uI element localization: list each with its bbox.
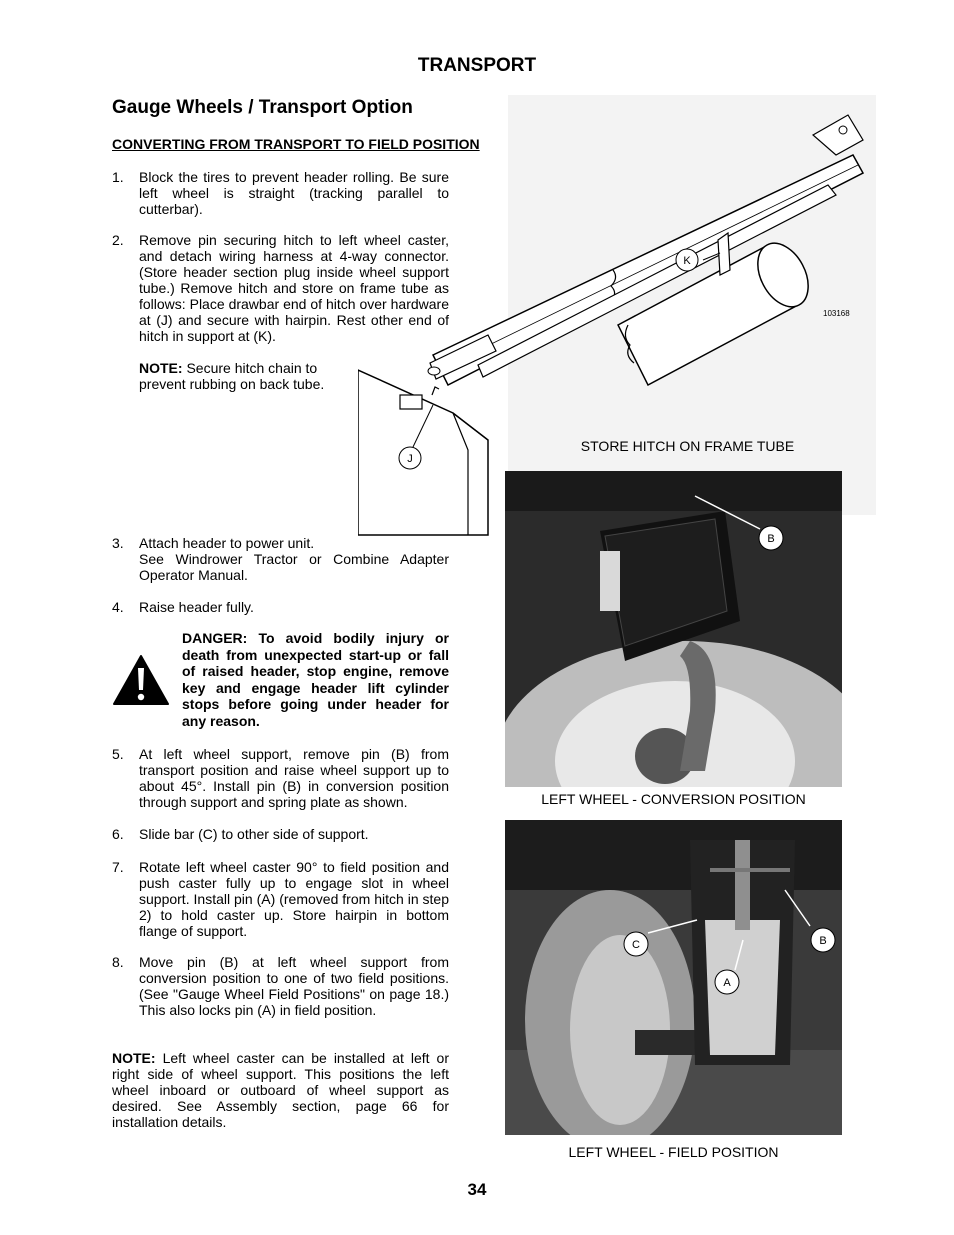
step-text: Block the tires to prevent header rolling. Be sure left wheel is straight (tracking parallel to cutterbar). <box>139 169 449 217</box>
figure-caption-conversion: LEFT WHEEL - CONVERSION POSITION <box>541 791 806 807</box>
subsection-title: CONVERTING FROM TRANSPORT TO FIELD POSITION <box>112 136 480 152</box>
note-label: NOTE: <box>112 1050 156 1066</box>
step-text: Raise header fully. <box>139 599 254 615</box>
field-photo-illustration <box>505 820 842 1135</box>
step-number: 2. <box>112 232 124 248</box>
step-6 <box>112 826 449 842</box>
note-text: Secure hitch chain to prevent rubbing on back tube. <box>139 360 325 392</box>
step-number: 7. <box>112 859 124 875</box>
danger-text: DANGER: To avoid bodily injury or death from unexpected start-up or fall of raised header, stop engine, remove key and engage header lift cylinder stops before going under header for any reason. <box>182 630 449 729</box>
part-number: 103168 <box>823 309 850 318</box>
step-number: 8. <box>112 954 124 970</box>
callout-b-label: B <box>819 935 827 947</box>
note-text: Left wheel caster can be installed at left or right side of wheel support. This positions the left wheel inboard or outboard of wheel support as desired. See Assembly section, page 66 for installation details. <box>112 1050 450 1130</box>
step-5 <box>112 746 449 810</box>
step-number: 4. <box>112 599 124 615</box>
step-4 <box>112 599 449 615</box>
section-title: Gauge Wheels / Transport Option <box>112 97 413 118</box>
figure-caption-field: LEFT WHEEL - FIELD POSITION <box>568 1144 779 1160</box>
step-text: Attach header to power unit. <box>139 535 315 551</box>
conversion-photo-illustration <box>505 471 842 787</box>
step-number: 5. <box>112 746 124 762</box>
conversion-position-photo <box>505 471 842 787</box>
step-3 <box>112 535 449 583</box>
callout-j-label: J <box>407 453 413 465</box>
danger-notice <box>112 630 449 730</box>
callout-a-label: A <box>723 977 731 989</box>
figure-caption-hitch: STORE HITCH ON FRAME TUBE <box>580 438 795 454</box>
step-number: 6. <box>112 826 124 842</box>
warning-exclamation-icon <box>112 654 170 706</box>
step-text-continued: See Windrower Tractor or Combine Adapter Operator Manual. <box>139 551 449 583</box>
step-7 <box>112 859 449 939</box>
step-8 <box>112 954 449 1018</box>
step-text: Move pin (B) at left wheel support from conversion position to one of two field positions. (See "Gauge Wheel Field Positions" on page 18.) This also locks pin (A) in field position. <box>139 954 449 1018</box>
note-label: NOTE: <box>139 360 183 376</box>
page-number: 34 <box>467 1180 487 1199</box>
step-text: Slide bar (C) to other side of support. <box>139 826 369 842</box>
step-2-note <box>112 360 352 392</box>
field-position-photo <box>505 820 842 1135</box>
step-number: 1. <box>112 169 124 185</box>
callout-c-label: C <box>632 939 640 951</box>
callout-k-label: K <box>683 255 691 267</box>
step-text: At left wheel support, remove pin (B) from transport position and raise wheel support up to about 45°. Install pin (B) in conversion position through support and spring plate as shown. <box>139 746 449 810</box>
step-text: Rotate left wheel caster 90° to field position and push caster fully up to engage slot in wheel support. Install pin (A) (removed from hitch in step 2) to hold caster up. Store hairpin in bottom flange of support. <box>139 859 449 939</box>
step-text: Remove pin securing hitch to left wheel caster, and detach wiring harness at 4-way connector. (Store header section plug inside wheel support tube.) Remove hitch and store on frame tube as follows: Place drawbar end of hitch over hardware at (J) and secure with hairpin. Rest other end of hitch in support at (K). <box>139 232 449 344</box>
callout-b-label: B <box>767 533 775 545</box>
step-number: 3. <box>112 535 124 551</box>
page-header: TRANSPORT <box>417 55 537 76</box>
note-paragraph <box>112 1050 449 1130</box>
